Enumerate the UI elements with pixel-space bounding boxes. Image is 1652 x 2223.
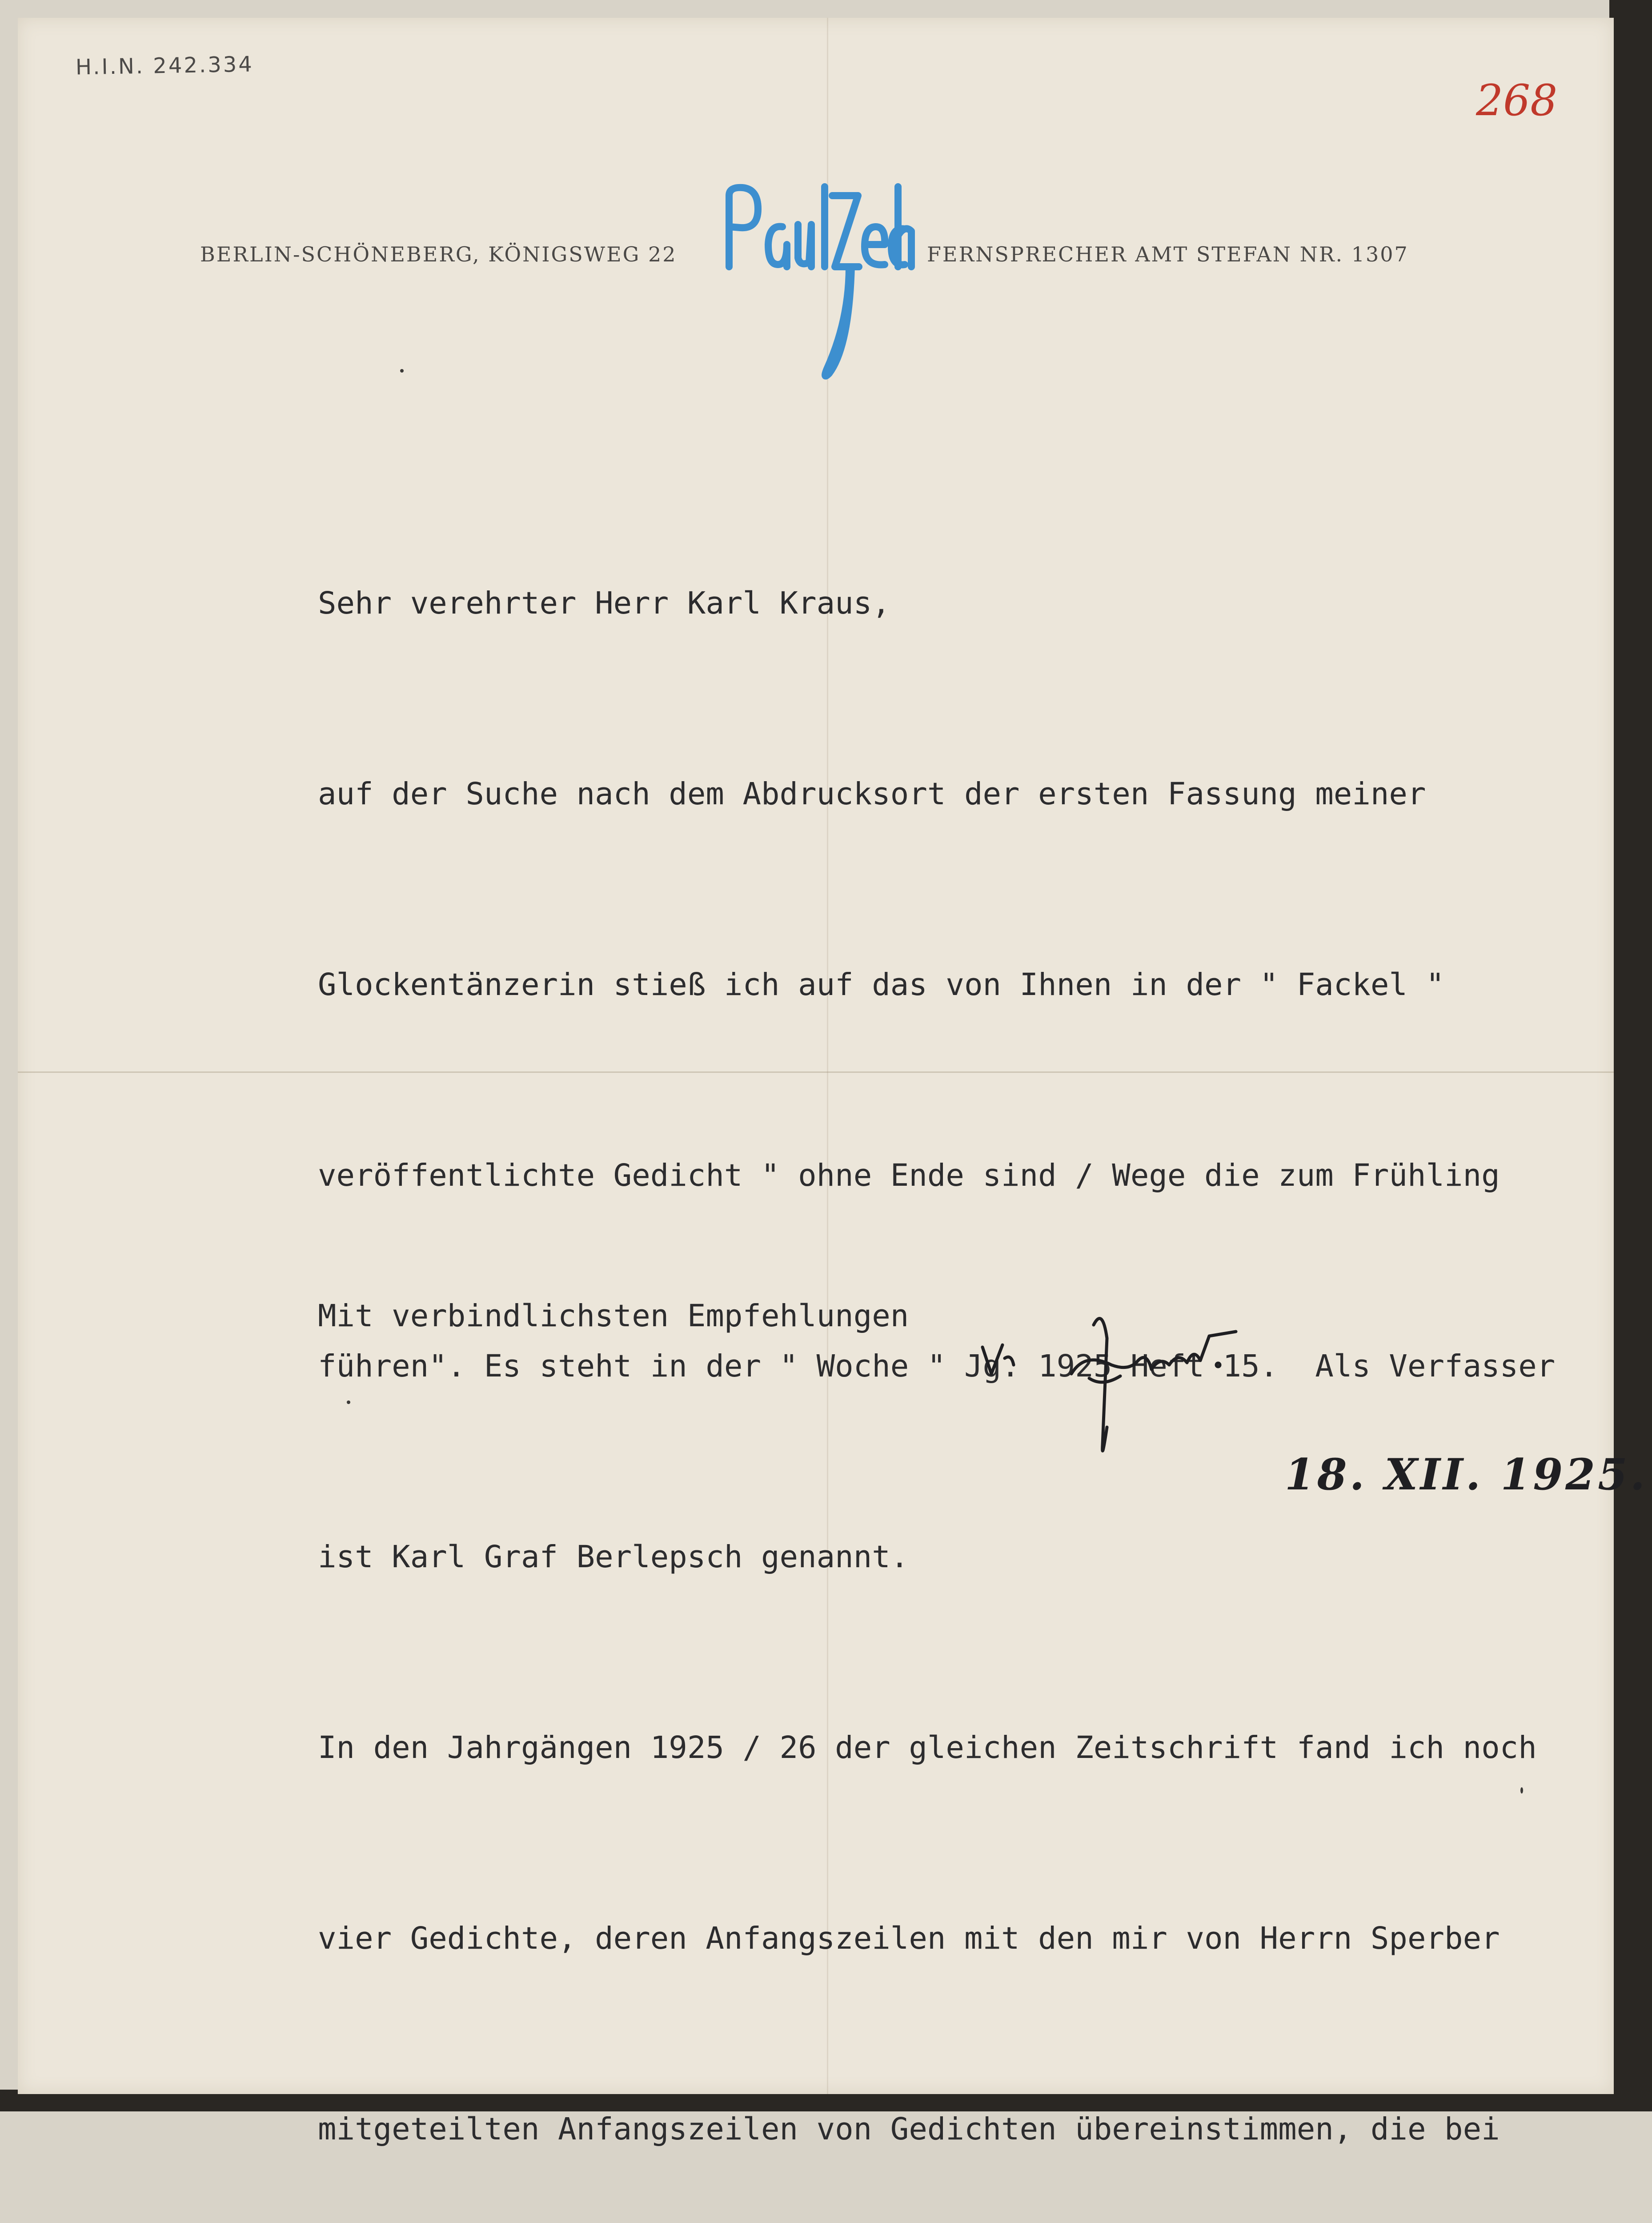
letterhead-address: BERLIN-SCHÖNEBERG, KÖNIGSWEG 22 [200,242,677,266]
scanner-backdrop [1609,0,1652,2111]
body-line: vier Gedichte, deren Anfangszeilen mit den mir von Herrn Sperber [318,1921,1500,1956]
handwritten-signature [969,1298,1254,1503]
folio-number: 268 [1476,76,1558,125]
body-line: ist Karl Graf Berlepsch genannt. [318,1539,909,1575]
paper-speck [1520,1787,1523,1794]
letter-body [318,445,1580,2223]
body-line: veröffentlichte Gedicht " ohne Ende sind / Wege die zum Frühling [318,1158,1500,1193]
paul-zech-logo [716,178,916,387]
closing-line: Mit verbindlichsten Empfehlungen [318,1298,909,1334]
letterhead-phone: FERNSPRECHER AMT STEFAN NR. 1307 [927,242,1409,266]
body-line: auf der Suche nach dem Abdrucksort der ersten Fassung meiner [318,776,1426,812]
handwritten-date: 18. XII. 1925. [1285,1449,1648,1500]
body-line: mitgeteilten Anfangszeilen von Gedichten übereinstimmen, die bei [318,2111,1500,2147]
body-line: führen". Es steht in der " Woche " Jg. 1925 Heft 15. Als Verfasser [318,1348,1556,1384]
paper-speck [400,369,404,373]
body-line: Glockentänzerin stieß ich auf das von Ihnen in der " Fackel " [318,967,1445,1003]
paper-speck [347,1400,350,1404]
archive-number: H.I.N. 242.334 [75,52,254,80]
body-line: In den Jahrgängen 1925 / 26 der gleichen Zeitschrift fand ich noch [318,1730,1537,1766]
salutation: Sehr verehrter Herr Karl Kraus, [318,586,890,621]
